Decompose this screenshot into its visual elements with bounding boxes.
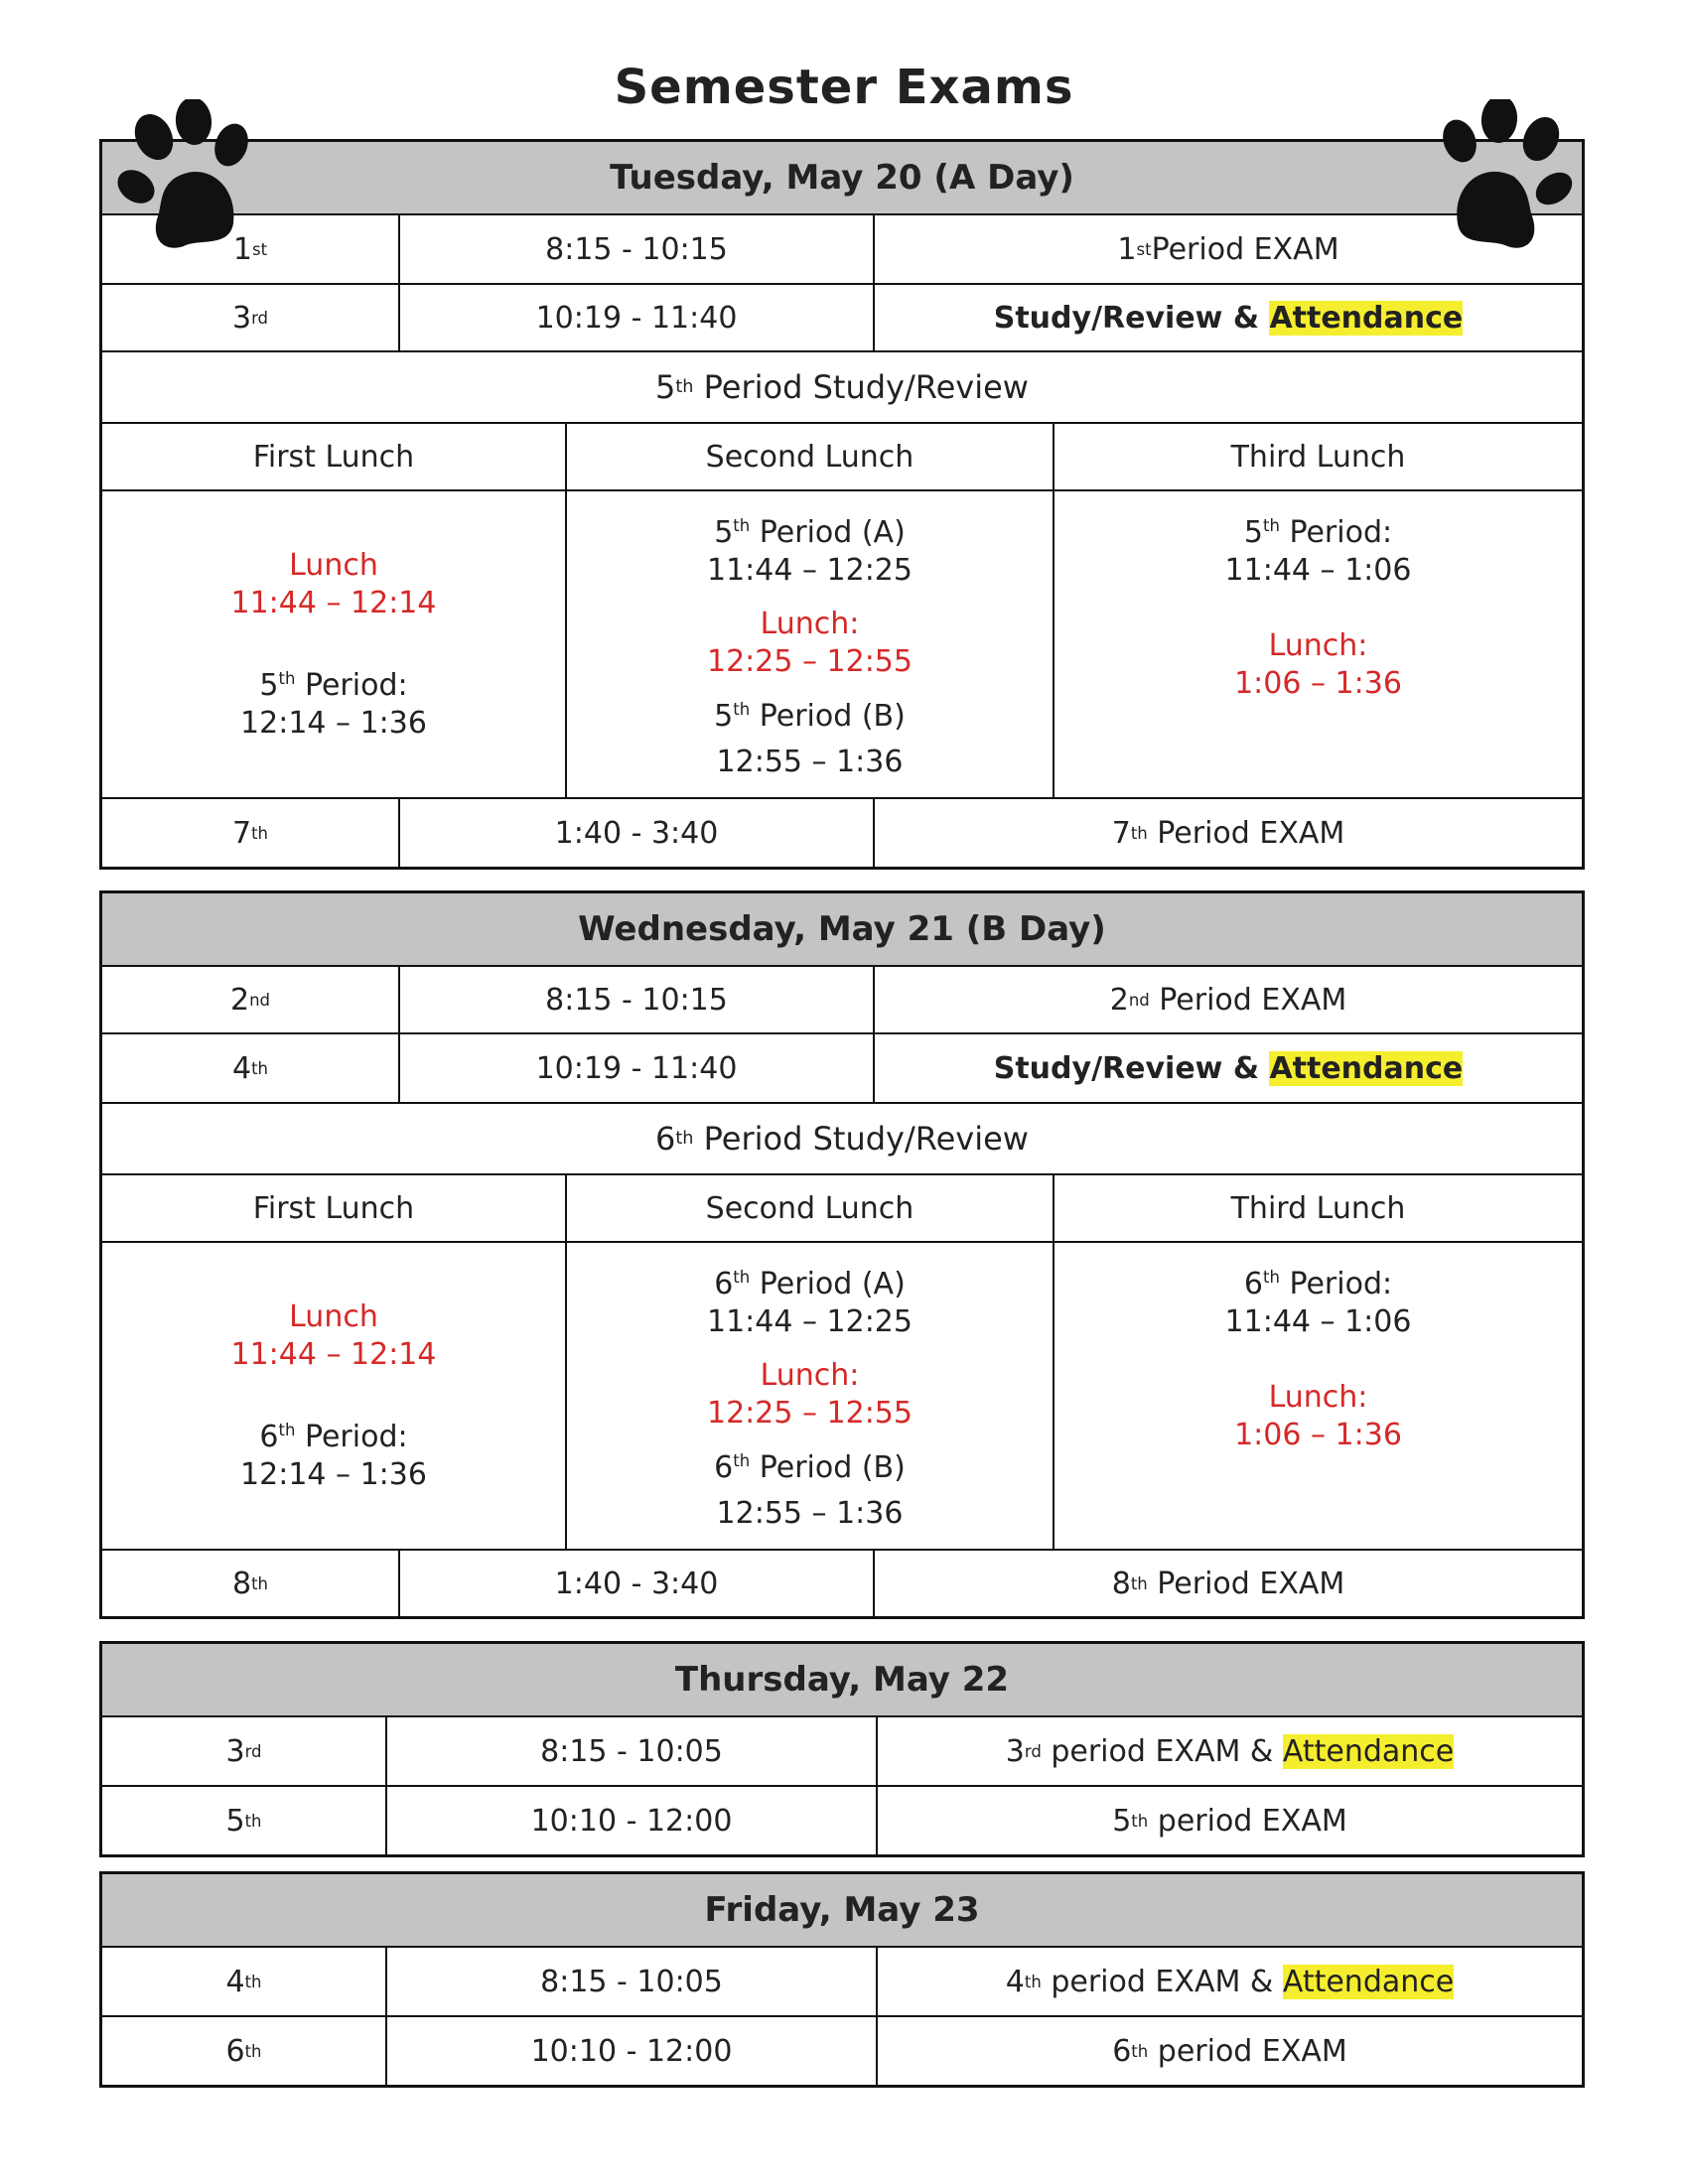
second-lunch-detail: 6th Period (A) 11:44 – 12:25 Lunch: 12:25 – 12:55 6th Period (B) 12:55 – 1:36 <box>565 1243 1053 1549</box>
time-cell: 10:19 - 11:40 <box>398 285 873 350</box>
paw-print-icon <box>114 99 263 258</box>
attendance-highlight: Attendance <box>1269 1050 1464 1086</box>
activity-cell: 1 st Period EXAM <box>873 215 1582 283</box>
time-cell: 10:10 - 12:00 <box>385 2017 876 2085</box>
activity-cell: 3 rd period EXAM & Attendance <box>876 1717 1582 1785</box>
time-cell: 8:15 - 10:05 <box>385 1717 876 1785</box>
period-cell: 3 rd <box>225 1733 262 1769</box>
table-row <box>102 283 1582 350</box>
table-row <box>102 1946 1582 2015</box>
paw-print-icon <box>1430 99 1579 258</box>
page-title: Semester Exams <box>614 60 1074 115</box>
time-cell: 1:40 - 3:40 <box>398 799 873 867</box>
first-lunch-label: First Lunch <box>252 439 415 475</box>
lunch-header-row <box>102 422 1582 489</box>
table-row <box>102 213 1582 283</box>
day-header: Friday, May 23 <box>102 1874 1582 1946</box>
third-lunch-label: Third Lunch <box>1053 424 1582 489</box>
third-lunch-label: Third Lunch <box>1053 1175 1582 1241</box>
attendance-highlight: Attendance <box>1282 1964 1455 1999</box>
study-row <box>102 350 1582 422</box>
activity-cell: 6 th period EXAM <box>876 2017 1582 2085</box>
period-cell: 5 th <box>225 1803 262 1839</box>
first-lunch-label: First Lunch <box>252 1190 415 1226</box>
lunch-header-row <box>102 1173 1582 1241</box>
study-review-label: 5 th Period Study/Review <box>655 368 1029 406</box>
period-cell: 2 nd <box>229 982 271 1018</box>
lunch-detail-row <box>102 1241 1582 1549</box>
second-lunch-label: Second Lunch <box>565 1175 1053 1241</box>
time-cell: 10:19 - 11:40 <box>398 1034 873 1102</box>
table-row <box>102 1785 1582 1854</box>
activity-cell: 8 th Period EXAM <box>873 1551 1582 1616</box>
attendance-highlight: Attendance <box>1269 300 1464 336</box>
second-lunch-detail: 5th Period (A) 11:44 – 12:25 Lunch: 12:25 – 12:55 5th Period (B) 12:55 – 1:36 <box>565 491 1053 797</box>
day-header: Wednesday, May 21 (B Day) <box>102 893 1582 965</box>
period-cell: 8 th <box>231 1566 269 1601</box>
day-header: Thursday, May 22 <box>102 1644 1582 1715</box>
thursday-schedule <box>99 1641 1585 1857</box>
period-cell: 1 st <box>232 231 268 267</box>
table-row <box>102 2015 1582 2085</box>
table-row <box>102 1715 1582 1785</box>
activity-cell: 5 th period EXAM <box>876 1787 1582 1854</box>
table-row <box>102 965 1582 1032</box>
period-cell: 4 th <box>225 1964 262 1999</box>
activity-cell: 7 th Period EXAM <box>873 799 1582 867</box>
study-review-label: 6 th Period Study/Review <box>655 1120 1029 1158</box>
time-cell: 8:15 - 10:15 <box>398 215 873 283</box>
wednesday-schedule <box>99 890 1585 1619</box>
time-cell: 8:15 - 10:15 <box>398 967 873 1032</box>
period-cell: 4 th <box>231 1050 269 1086</box>
time-cell: 10:10 - 12:00 <box>385 1787 876 1854</box>
table-row <box>102 1032 1582 1102</box>
attendance-highlight: Attendance <box>1282 1733 1455 1769</box>
activity-cell: 4 th period EXAM & Attendance <box>876 1948 1582 2015</box>
period-cell: 3 rd <box>231 300 269 336</box>
lunch-detail-row <box>102 489 1582 797</box>
period-cell: 6 th <box>225 2033 262 2069</box>
first-lunch-detail: Lunch 11:44 – 12:14 6th Period: 12:14 – 1:36 <box>230 1298 437 1492</box>
activity-cell: 2 nd Period EXAM <box>873 967 1582 1032</box>
third-lunch-detail: 6th Period: 11:44 – 1:06 Lunch: 1:06 – 1:36 <box>1053 1243 1582 1549</box>
activity-cell: Study/Review & Attendance <box>873 1034 1582 1102</box>
second-lunch-label: Second Lunch <box>565 424 1053 489</box>
third-lunch-detail: 5th Period: 11:44 – 1:06 Lunch: 1:06 – 1:36 <box>1053 491 1582 797</box>
study-row <box>102 1102 1582 1173</box>
table-row <box>102 1549 1582 1616</box>
time-cell: 8:15 - 10:05 <box>385 1948 876 2015</box>
day-header: Tuesday, May 20 (A Day) <box>102 142 1582 213</box>
tuesday-schedule <box>99 139 1585 870</box>
activity-cell: Study/Review & Attendance <box>873 285 1582 350</box>
period-cell: 7 th <box>231 815 269 851</box>
friday-schedule <box>99 1871 1585 2088</box>
table-row <box>102 797 1582 867</box>
time-cell: 1:40 - 3:40 <box>398 1551 873 1616</box>
first-lunch-detail: Lunch 11:44 – 12:14 5th Period: 12:14 – 1:36 <box>230 547 437 741</box>
